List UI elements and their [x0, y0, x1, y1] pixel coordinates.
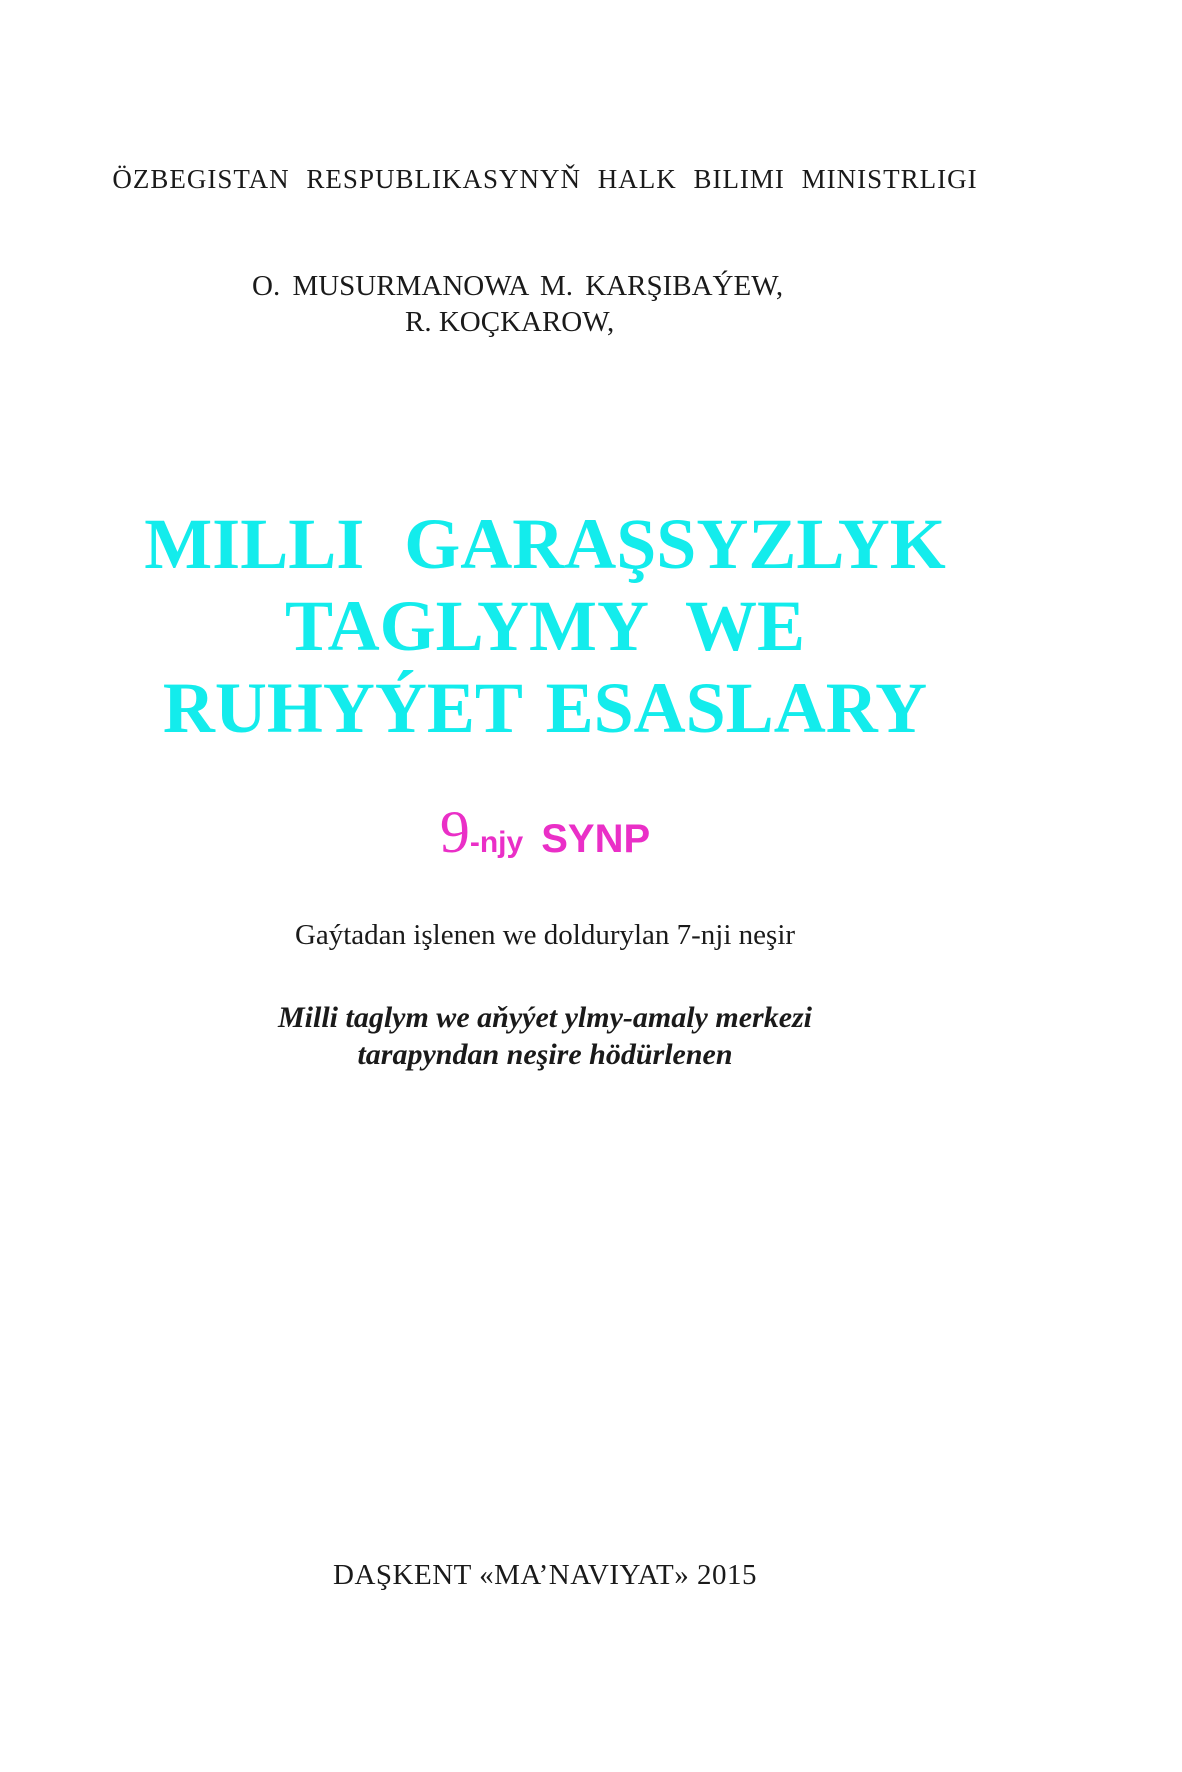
grade-label: [0, 798, 1090, 867]
grade-word: SYNP: [541, 817, 651, 861]
book-title-line-3: RUHYÝET ESASLARY: [162, 668, 928, 748]
recommendation-line-2: tarapyndan neşire hödürlenen: [357, 1038, 733, 1071]
book-title-line-2: TAGLYMY WE: [284, 586, 806, 666]
recommendation-line-1: Milli taglym we aňyýet ylmy-amaly merkezi: [277, 1001, 813, 1034]
edition-note: Gaýtadan işlenen we doldurylan 7-nji neşir: [294, 919, 796, 951]
grade-suffix: -njy: [469, 826, 524, 859]
publisher-imprint: DAŞKENT «MA’NAVIYAT» 2015: [333, 1559, 757, 1591]
grade-number: 9: [439, 799, 470, 865]
authors-line-2: R. KOÇKAROW,: [405, 306, 615, 338]
authors-line-1: O. MUSURMANOWA M. KARŞIBAÝEW,: [252, 270, 784, 302]
book-title-line-1: MILLI GARAŞSYZLYK: [144, 504, 946, 584]
ministry-heading: ÖZBEGISTAN RESPUBLIKASYNYŇ HALK BILIMI MINISTRLIGI: [112, 164, 978, 194]
